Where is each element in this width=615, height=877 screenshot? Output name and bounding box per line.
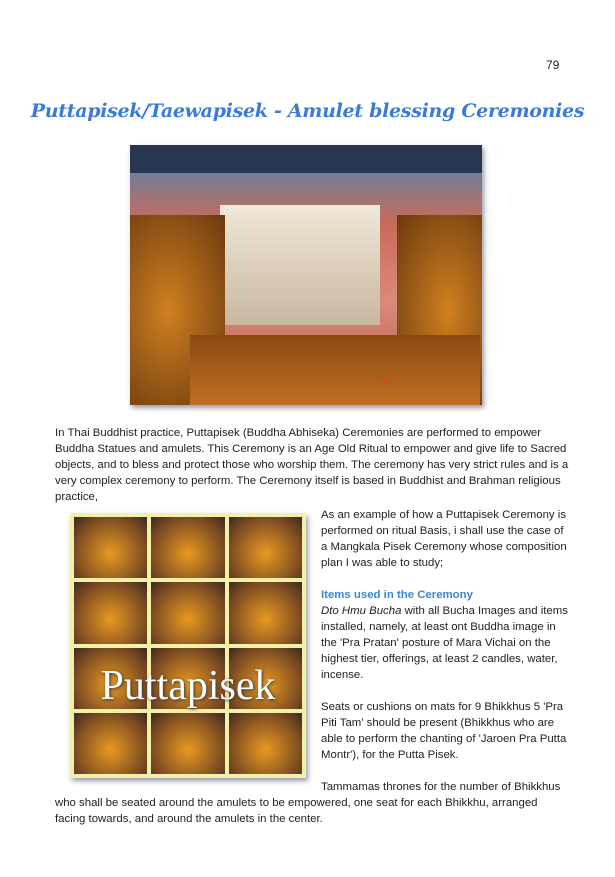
- thrones-paragraph: [55, 779, 570, 827]
- seats-paragraph: Seats or cushions on mats for 9 Bhikkhus 5 'Pra Piti Tam' should be present (Bhikkhus who are able to perform the chanting of 'Jaroen Pra Putta Montr'), for the Putta Pisek.: [321, 701, 567, 761]
- thrones-start: Tammamas thrones for the number of: [321, 781, 511, 793]
- photo-offerings: [220, 205, 380, 325]
- collage-photo: [229, 713, 302, 774]
- intro-paragraph: In Thai Buddhist practice, Puttapisek (Buddha Abhiseka) Ceremonies are performed to empower Buddha Statues and amulets. This Ceremony is an Age Old Ritual to empower and give life to Sacred objects, and to bless and protect those who worship them. The ceremony has very strict rules and is a very complex ceremony to perform. The Ceremony itself is based in Buddhist and Brahman religious practice,: [55, 427, 569, 503]
- items-heading: Items used in the Ceremony: [321, 589, 473, 601]
- items-italic: Dto Hmu Bucha: [321, 605, 402, 617]
- collage-photo: [74, 713, 147, 774]
- page-number: 79: [546, 58, 560, 72]
- thrones-rest: Bhikkhus who shall be seated around the amulets to be empowered, one seat for each Bhikkhu, arranged facing towards, and around the amulets in the center.: [55, 781, 561, 825]
- photo-canopy: [130, 145, 482, 173]
- example-paragraph: As an example of how a Puttapisek Ceremony is performed on ritual Basis, i shall use the case of a Mangkala Pisek Ceremony whose composition plan I was able to study;: [321, 509, 567, 569]
- photo-date-stamp: 23: [378, 378, 389, 388]
- collage-photo: [74, 517, 147, 578]
- items-text: with all Bucha Images and items installed, namely, at least ont Buddha image in the 'Pra Pratan' posture of Mara Vichai on the highest tier, offerings, at least 2 candles, water, incense.: [321, 605, 568, 681]
- photo-monks-front: [190, 335, 480, 405]
- collage-photo: [74, 582, 147, 643]
- collage-photo: [229, 582, 302, 643]
- ceremony-photo: [130, 145, 482, 405]
- collage-caption: Puttapisek: [100, 663, 276, 709]
- collage-photo: [151, 713, 224, 774]
- collage-photo: [151, 582, 224, 643]
- puttapisek-collage: [70, 513, 306, 778]
- lower-section: [55, 507, 570, 843]
- page-title: Puttapisek/Taewapisek - Amulet blessing Ceremonies: [30, 100, 585, 122]
- collage-photo: [151, 517, 224, 578]
- collage-photo: [229, 517, 302, 578]
